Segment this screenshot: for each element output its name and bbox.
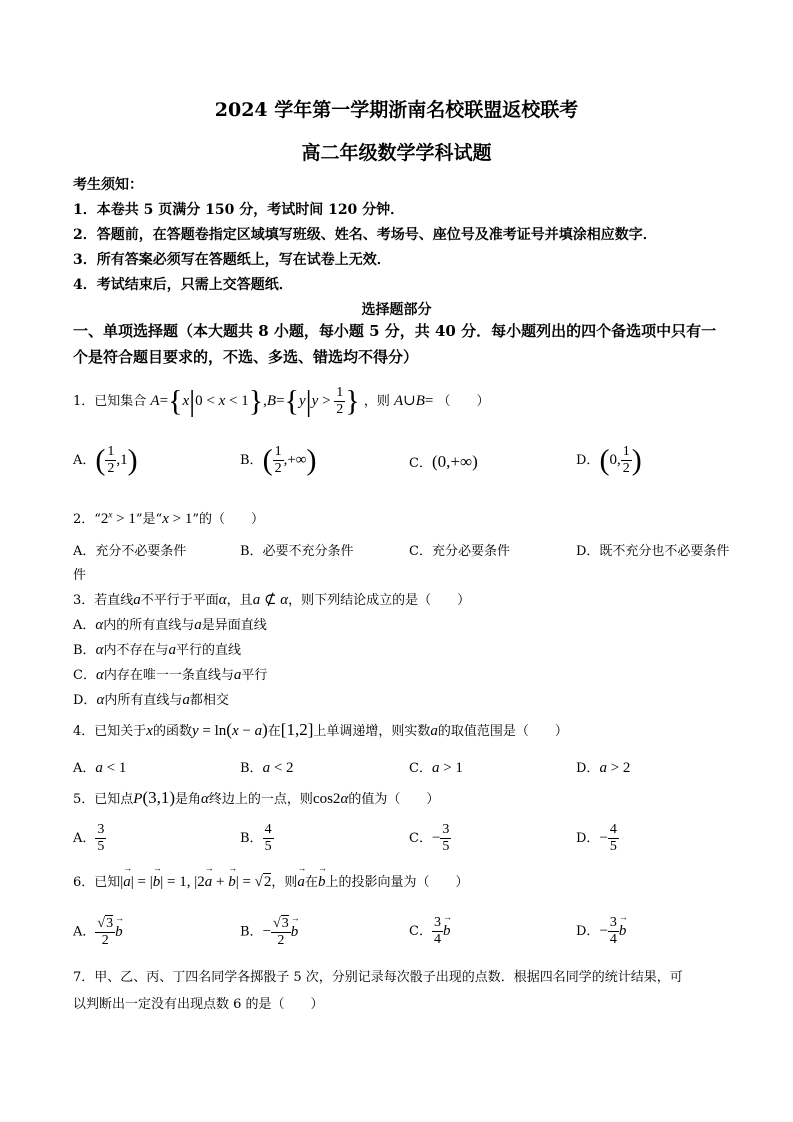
q2-option-b: B．必要不充分条件 <box>240 544 354 559</box>
q2-option-c: C．充分必要条件 <box>409 544 510 559</box>
q1-prefix: 1．已知集合 <box>73 394 147 409</box>
question-7-line-1: 7．甲、乙、丙、丁四名同学各掷骰子 5 次，分别记录每次骰子出现的点数．根据四名同学的统计结果，可 <box>73 970 683 985</box>
q1-tail: （ ） <box>437 394 490 409</box>
notice-item: 1．本卷共 5 页满分 150 分，考试时间 120 分钟． <box>73 202 405 218</box>
question-4: 4．已知关于x的函数y = ln(x − a)在[1,2]上单调递增，则实数a的取值范围是（ ） <box>73 720 568 739</box>
q6-option-b: B．− $\frac{√3}{2}$ → b <box>240 915 298 949</box>
q1-suffix: ，则 <box>363 394 390 409</box>
q4-option-d: D．a > 2 <box>576 760 631 776</box>
q6-option-d: D．− $\frac{3}{4}$ → b <box>576 915 626 948</box>
q3-option-a: A．α内的所有直线与a是异面直线 <box>73 617 267 633</box>
q5-option-d: D．− $\frac{4}{5}$ <box>576 822 617 854</box>
section-title: 选择题部分 <box>361 302 432 318</box>
q4-option-b: B．a < 2 <box>240 760 294 776</box>
q6-option-c: C． $\frac{3}{4}$ → b <box>409 915 450 948</box>
q4-option-c: C．a > 1 <box>409 760 463 776</box>
q4-option-a: A．a < 1 <box>73 760 127 776</box>
exam-title: 2024 学年第一学期浙南名校联盟返校联考 <box>214 99 579 121</box>
q1-option-a: A．( $\frac{1}{2}$ ,1) <box>73 443 138 477</box>
q5-option-c: C．− $\frac{3}{5}$ <box>409 822 450 854</box>
exam-subtitle: 高二年级数学学科试题 <box>301 142 492 164</box>
q5-option-a: A． $\frac{3}{5}$ <box>73 822 105 854</box>
notice-heading: 考生须知： <box>73 177 143 193</box>
q6-option-a: A． $\frac{√3}{2}$ → b <box>73 915 123 949</box>
q5-option-b: B． $\frac{4}{5}$ <box>240 822 272 854</box>
question-6: 6．已知|→ a| = |→ b| = 1, |2→ a + → b| = √2，则→ a在→ b上的投影向量为（ ） <box>73 871 468 891</box>
q1-option-d: D．(0, $\frac{1}{2}$ ) <box>576 443 642 477</box>
q2-option-d-wrap: 件 <box>73 568 87 583</box>
q1-option-b: B．( $\frac{1}{2}$ ,+∞) <box>240 443 317 477</box>
question-3: 3．若直线a不平行于平面α，且a ⊄ α，则下列结论成立的是（ ） <box>73 592 471 608</box>
q3-option-b: B．α内不存在与a平行的直线 <box>73 642 241 658</box>
q1-option-c: C．(0,+∞) <box>409 452 478 471</box>
notice-item: 3．所有答案必须写在答题纸上，写在试卷上无效． <box>73 252 391 268</box>
question-2: 2．“$2^x > 1$”是“x > 1”的（ ） <box>73 509 264 527</box>
question-7-line-2: 以判断出一定没有出现点数 6 的是（ ） <box>73 997 324 1012</box>
section-instructions: 一、单项选择题（本大题共 8 小题，每小题 5 分，共 40 分．每小题列出的四个备选项中只有一个是符合题目要求的，不选、多选、错选均不得分） <box>73 322 717 366</box>
notice-item: 4．考试结束后，只需上交答题纸． <box>73 277 293 293</box>
q3-option-d: D．α内所有直线与a都相交 <box>73 692 229 708</box>
question-5: 5．已知点P(3,1)是角α终边上的一点，则cos2α的值为（ ） <box>73 788 440 807</box>
q2-option-a: A．充分不必要条件 <box>73 544 187 559</box>
question-1: 1．已知集合 A={x|0 < x < 1},B={y|y > $\frac{1}{2}$ } ，则 A∪B= （ ） <box>73 384 490 418</box>
q3-option-c: C．α内存在唯一一条直线与a平行 <box>73 667 268 683</box>
notice-item: 2．答题前，在答题卷指定区域填写班级、姓名、考场号、座位号及准考证号并填涂相应数字． <box>73 227 657 243</box>
q2-option-d: D．既不充分也不必要条件 <box>576 544 730 559</box>
